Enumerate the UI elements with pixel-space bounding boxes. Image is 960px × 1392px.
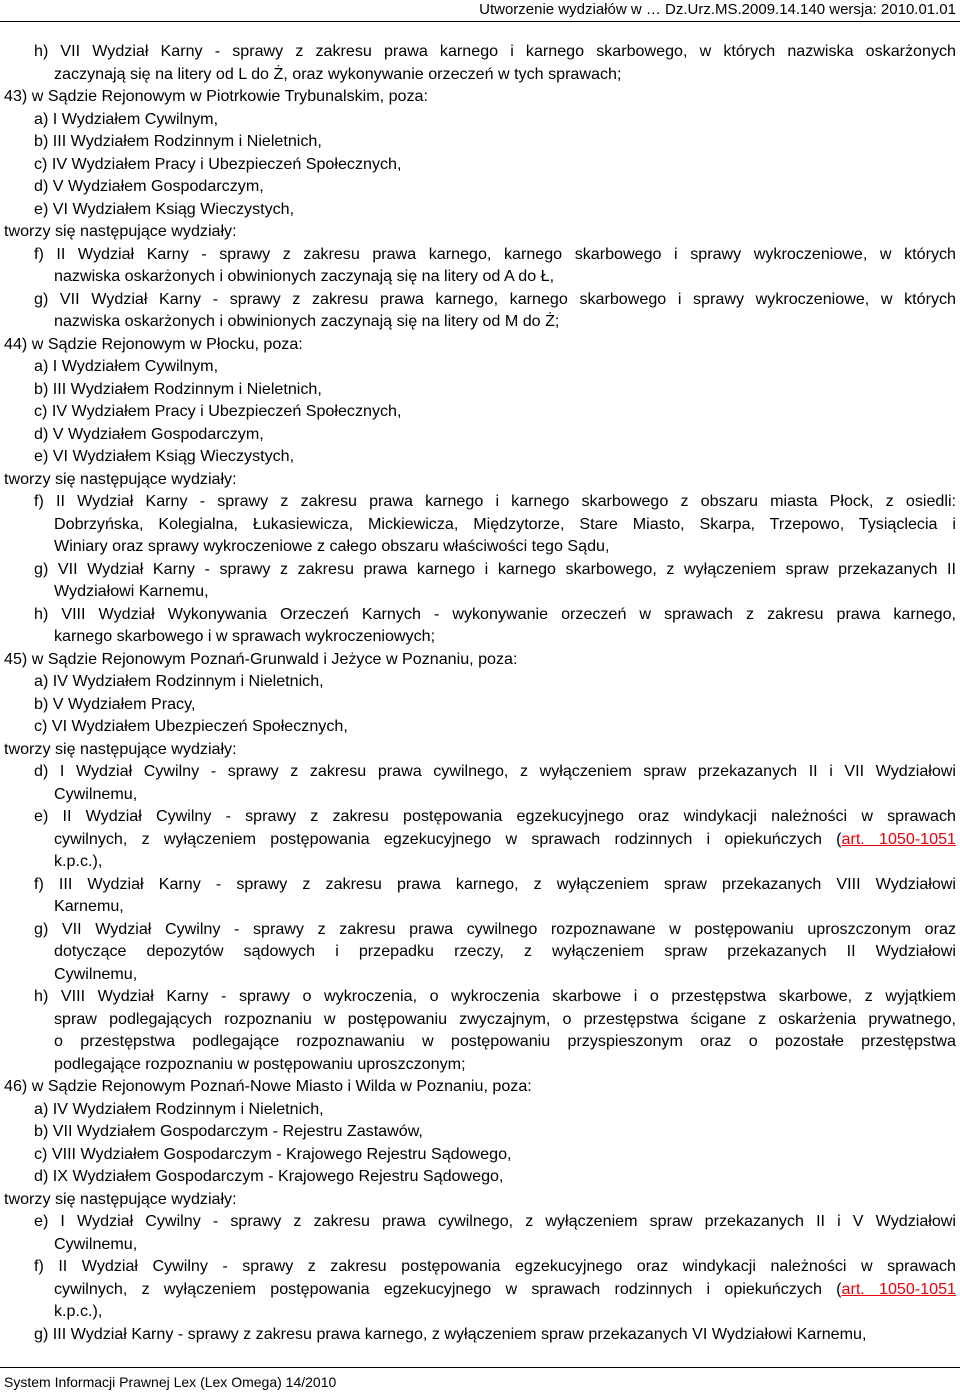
line-text: d) V Wydziałem Gospodarczym, xyxy=(34,177,264,195)
text-line xyxy=(4,1210,956,1233)
line-text: a) I Wydziałem Cywilnym, xyxy=(34,357,219,375)
line-text: Wydziałowi Karnemu, xyxy=(54,582,209,600)
line-text: Cywilnemu, xyxy=(54,964,138,983)
text-line xyxy=(4,513,956,536)
text-line xyxy=(4,1323,956,1346)
line-text: spraw podlegających rozpoznaniu w postępowaniu zwyczajnym, o przestępstwa ścigane z oskarżenia prywatnego, xyxy=(54,1009,956,1028)
line-text: c) VIII Wydziałem Gospodarczym - Krajowego Rejestru Sądowego, xyxy=(34,1144,512,1163)
text-line xyxy=(4,738,956,761)
page-header: Utworzenie wydziałów w … Dz.Urz.MS.2009.14.140 wersja: 2010.01.01 xyxy=(479,1,956,18)
line-text: a) IV Wydziałem Rodzinnym i Nieletnich, xyxy=(34,672,324,690)
line-text: zaczynają się na litery od L do Ż, oraz wykonywanie orzeczeń w tych sprawach; xyxy=(54,64,622,83)
line-text: d) V Wydziałem Gospodarczym, xyxy=(34,424,264,443)
line-text: g) VII Wydział Karny - sprawy z zakresu prawa karnego, karnego skarbowego i sprawy wykroczeniowe, w których xyxy=(34,289,956,308)
text-line xyxy=(4,715,956,738)
line-text: cywilnych, z wyłączeniem postępowania egzekucyjnego w sprawach rodzinnych i opiekuńczych ( xyxy=(54,1279,842,1298)
text-line xyxy=(4,1188,956,1211)
line-text: e) I Wydział Cywilny - sprawy z zakresu prawa cywilnego, z wyłączeniem spraw przekazanych II i V Wydziałowi xyxy=(34,1212,956,1230)
text-line xyxy=(4,85,956,108)
line-text: f) II Wydział Karny - sprawy z zakresu prawa karnego, karnego skarbowego i sprawy wykroczeniowe, w których xyxy=(34,244,956,263)
line-text: e) VI Wydziałem Ksiąg Wieczystych, xyxy=(34,447,295,465)
line-text: g) VII Wydział Karny - sprawy z zakresu prawa karnego i karnego skarbowego, z wyłączeniem spraw przekazanych II xyxy=(34,559,956,578)
line-text: Winiary oraz sprawy wykroczeniowe z całego obszaru właściwości tego Sądu, xyxy=(54,537,610,555)
line-text: c) IV Wydziałem Pracy i Ubezpieczeń Społecznych, xyxy=(34,154,402,173)
line-text: Karnemu, xyxy=(54,897,124,915)
line-text: f) II Wydział Karny - sprawy z zakresu prawa karnego i karnego skarbowego z obszaru miasta Płock, z osiedli: xyxy=(34,492,956,510)
line-text: f) II Wydział Cywilny - sprawy z zakresu postępowania egzekucyjnego oraz windykacji należności w sprawach xyxy=(34,1257,956,1275)
line-text: karnego skarbowego i w sprawach wykroczeniowych; xyxy=(54,627,436,645)
text-line xyxy=(4,1120,956,1143)
line-text: tworzy się następujące wydziały: xyxy=(4,222,237,240)
line-text: dotyczące depozytów sądowych i przepadku rzeczy, z wyłączeniem spraw przekazanych II Wydziałowi xyxy=(54,942,956,960)
line-text: nazwiska oskarżonych i obwinionych zaczynają się na litery od A do Ł, xyxy=(54,267,555,285)
text-line xyxy=(4,1278,956,1301)
document-body xyxy=(4,40,956,1345)
text-line xyxy=(4,535,956,558)
text-line xyxy=(4,895,956,918)
text-line xyxy=(4,63,956,86)
text-line xyxy=(4,108,956,131)
text-line xyxy=(4,378,956,401)
text-line xyxy=(4,220,956,243)
text-line xyxy=(4,828,956,851)
text-line xyxy=(4,783,956,806)
page-footer: System Informacji Prawnej Lex (Lex Omega) 14/2010 xyxy=(4,1374,337,1390)
line-text: 44) w Sądzie Rejonowym w Płocku, poza: xyxy=(4,334,303,353)
text-line xyxy=(4,625,956,648)
line-text: Cywilnemu, xyxy=(54,784,138,803)
header-rule xyxy=(0,21,960,22)
line-text: c) VI Wydziałem Ubezpieczeń Społecznych, xyxy=(34,717,348,735)
text-line xyxy=(4,175,956,198)
text-line xyxy=(4,985,956,1008)
text-line xyxy=(4,693,956,716)
line-text: tworzy się następujące wydziały: xyxy=(4,739,237,758)
text-line xyxy=(4,1008,956,1031)
text-line xyxy=(4,873,956,896)
line-text: e) VI Wydziałem Ksiąg Wieczystych, xyxy=(34,199,295,218)
text-line xyxy=(4,1143,956,1166)
line-text: tworzy się następujące wydziały: xyxy=(4,1189,237,1208)
article-link[interactable]: art. 1050-1051 xyxy=(841,829,956,848)
text-line xyxy=(4,310,956,333)
text-line xyxy=(4,648,956,671)
line-text: b) III Wydziałem Rodzinnym i Nieletnich, xyxy=(34,379,322,398)
line-text: Cywilnemu, xyxy=(54,1234,138,1253)
footer-rule xyxy=(0,1367,960,1368)
text-line xyxy=(4,288,956,311)
line-text: e) II Wydział Cywilny - sprawy z zakresu postępowania egzekucyjnego oraz windykacji należności w sprawach xyxy=(34,807,956,825)
text-line xyxy=(4,198,956,221)
line-text: h) VII Wydział Karny - sprawy z zakresu prawa karnego i karnego skarbowego, w których nazwiska oskarżonych xyxy=(34,42,956,60)
line-text: 43) w Sądzie Rejonowym w Piotrkowie Trybunalskim, poza: xyxy=(4,87,428,105)
line-text: c) IV Wydziałem Pracy i Ubezpieczeń Społecznych, xyxy=(34,402,402,420)
text-line xyxy=(4,445,956,468)
text-line xyxy=(4,130,956,153)
text-line xyxy=(4,558,956,581)
line-text: nazwiska oskarżonych i obwinionych zaczynają się na litery od M do Ż; xyxy=(54,312,560,330)
text-line xyxy=(4,580,956,603)
text-line xyxy=(4,1053,956,1076)
text-line xyxy=(4,1098,956,1121)
text-line xyxy=(4,355,956,378)
text-line xyxy=(4,40,956,63)
line-text: b) III Wydziałem Rodzinnym i Nieletnich, xyxy=(34,132,322,150)
text-line xyxy=(4,760,956,783)
line-text: f) III Wydział Karny - sprawy z zakresu prawa karnego, z wyłączeniem spraw przekazanych VIII Wydziałowi xyxy=(34,874,956,893)
line-text: podlegające rozpoznaniu w postępowaniu uproszczonym; xyxy=(54,1054,466,1073)
text-line xyxy=(4,918,956,941)
text-line xyxy=(4,468,956,491)
text-line xyxy=(4,850,956,873)
text-line xyxy=(4,265,956,288)
text-line xyxy=(4,670,956,693)
text-line xyxy=(4,490,956,513)
line-text: cywilnych, z wyłączeniem postępowania egzekucyjnego w sprawach rodzinnych i opiekuńczych ( xyxy=(54,829,842,848)
line-text: k.p.c.), xyxy=(54,1302,103,1320)
line-text: h) VIII Wydział Karny - sprawy o wykroczenia, o wykroczenia skarbowe i o przestępstwa skarbowe, z wyjątkiem xyxy=(34,987,956,1005)
text-line xyxy=(4,1030,956,1053)
line-text: k.p.c.), xyxy=(54,852,103,870)
line-text: a) I Wydziałem Cywilnym, xyxy=(34,109,219,128)
line-text: 45) w Sądzie Rejonowym Poznań-Grunwald i Jeżyce w Poznaniu, poza: xyxy=(4,649,518,668)
line-text: a) IV Wydziałem Rodzinnym i Nieletnich, xyxy=(34,1099,324,1118)
text-line xyxy=(4,963,956,986)
text-line xyxy=(4,423,956,446)
line-text: tworzy się następujące wydziały: xyxy=(4,469,237,488)
text-line xyxy=(4,333,956,356)
text-line xyxy=(4,603,956,626)
text-line xyxy=(4,1255,956,1278)
line-text: Dobrzyńska, Kolegialna, Łukasiewicza, Mickiewicza, Międzytorze, Stare Miasto, Skarpa, Trzepowo, Tysiąclecia i xyxy=(54,514,956,533)
text-line xyxy=(4,805,956,828)
text-line xyxy=(4,1075,956,1098)
line-text: d) IX Wydziałem Gospodarczym - Krajowego Rejestru Sądowego, xyxy=(34,1167,504,1185)
text-line xyxy=(4,1233,956,1256)
line-text: o przestępstwa podlegające rozpoznawaniu w postępowaniu przyspieszonym oraz o pozostałe przestępstwa xyxy=(54,1032,956,1050)
text-line xyxy=(4,243,956,266)
text-line xyxy=(4,1165,956,1188)
line-text: 46) w Sądzie Rejonowym Poznań-Nowe Miasto i Wilda w Poznaniu, poza: xyxy=(4,1077,532,1095)
text-line xyxy=(4,153,956,176)
line-text: b) V Wydziałem Pracy, xyxy=(34,694,196,713)
text-line xyxy=(4,940,956,963)
text-line xyxy=(4,1300,956,1323)
line-text: g) III Wydział Karny - sprawy z zakresu prawa karnego, z wyłączeniem spraw przekazanych VI Wydziałowi Karnemu, xyxy=(34,1324,867,1343)
text-line xyxy=(4,400,956,423)
line-text: d) I Wydział Cywilny - sprawy z zakresu prawa cywilnego, z wyłączeniem spraw przekazanych II i VII Wydziałowi xyxy=(34,762,956,780)
line-text: b) VII Wydziałem Gospodarczym - Rejestru Zastawów, xyxy=(34,1122,423,1140)
line-text: h) VIII Wydział Wykonywania Orzeczeń Karnych - wykonywanie orzeczeń w sprawach z zakresu prawa karnego, xyxy=(34,604,956,623)
article-link[interactable]: art. 1050-1051 xyxy=(841,1279,956,1298)
line-text: g) VII Wydział Cywilny - sprawy z zakresu prawa cywilnego rozpoznawane w postępowaniu uproszczonym oraz xyxy=(34,919,956,938)
